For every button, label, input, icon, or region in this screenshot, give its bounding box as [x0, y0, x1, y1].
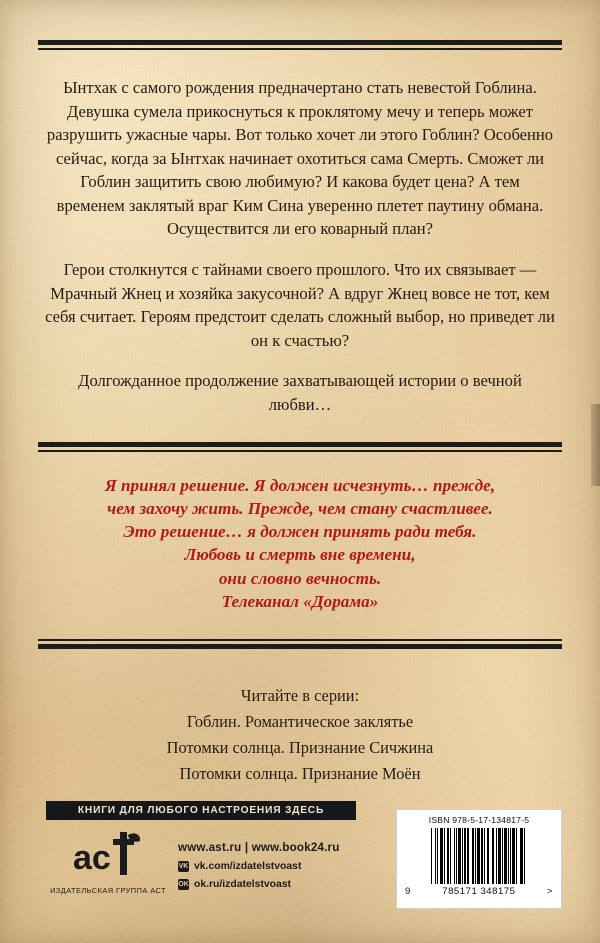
quote-line: Это решение… я должен принять ради тебя.	[123, 522, 477, 542]
isbn-number: ISBN 978-5-17-134817-5	[428, 815, 530, 825]
barcode-digit-right: >	[546, 886, 553, 897]
publisher-caption: ИЗДАТЕЛЬСКАЯ ГРУППА АСТ	[50, 886, 166, 895]
series-heading: Читайте в серии:	[240, 685, 360, 705]
middle-rule-group-bottom	[38, 639, 562, 649]
series-list	[40, 683, 560, 788]
series-item: Потомки солнца. Признание Сичжина	[166, 738, 434, 758]
quote-line: чем захочу жить. Прежде, чем стану счастливее.	[107, 499, 493, 519]
blurb-paragraph-1: Ынтхак с самого рождения предначертано стать невестой Гоблина. Девушка сумела прикоснуться к проклятому мечу и теперь может разрушить ужасные чары. Вот только хочет ли этого Гоблин? Особенно сейчас, когда за Ынтхак начинает охотиться сама Смерть. Сможет ли Гоблин защитить свою любимую? И какова будет цена? А тем временем заклятый враг Ким Сина уверенно плетет паутину обмана. Осуществится ли его коварный план?	[46, 78, 554, 239]
ok-handle[interactable]: ok.ru/izdatelstvoast	[194, 879, 292, 890]
barcode-digits	[403, 886, 555, 897]
cover-footer	[0, 793, 600, 943]
barcode-icon	[403, 828, 555, 884]
series-item: Гоблин. Романтическое заклятье	[186, 711, 414, 731]
quote-line: Любовь и смерть вне времени,	[184, 545, 416, 565]
publisher-logo	[48, 829, 168, 895]
rule-thin	[38, 450, 562, 452]
rule-thin	[38, 48, 562, 50]
review-quote	[40, 474, 560, 612]
publisher-links	[178, 841, 340, 890]
mood-bar: КНИГИ ДЛЯ ЛЮБОГО НАСТРОЕНИЯ ЗДЕСЬ	[46, 801, 356, 820]
isbn-barcode-box	[396, 809, 562, 909]
barcode-digit-left: 9	[405, 886, 411, 897]
quote-line: они словно вечность.	[218, 568, 382, 588]
vk-handle[interactable]: vk.com/izdatelstvoast	[194, 861, 302, 872]
barcode-digit-main: 785171 348175	[442, 886, 516, 897]
website-link[interactable]: www.ast.ru | www.book24.ru	[178, 841, 340, 854]
quote-line: Я принял решение. Я должен исчезнуть… прежде,	[104, 476, 496, 496]
social-row-ok[interactable]	[178, 879, 340, 890]
blurb-paragraph-2: Герои столкнутся с тайнами своего прошлого. Что их связывает — Мрачный Жнец и хозяйка закусочной? А вдруг Жнец вовсе не тот, кем себя считает. Героям предстоит сделать сложный выбор, но приведет ли он к счастью?	[45, 259, 555, 350]
quote-source: Телеканал «Дорама»	[221, 591, 379, 611]
top-rule-group	[38, 0, 562, 50]
blurb-text	[45, 76, 555, 416]
series-item: Потомки солнца. Признание Моён	[179, 764, 421, 784]
social-row-vk[interactable]	[178, 861, 340, 872]
vk-icon: VK	[178, 863, 189, 870]
rule-thick	[38, 644, 562, 649]
ast-logo-icon	[71, 829, 145, 881]
svg-text:ac: ac	[73, 839, 111, 877]
middle-rule-group-top	[38, 442, 562, 452]
blurb-paragraph-3: Долгожданное продолжение захватывающей истории о вечной любви…	[78, 371, 522, 414]
ok-icon: OK	[178, 881, 189, 888]
